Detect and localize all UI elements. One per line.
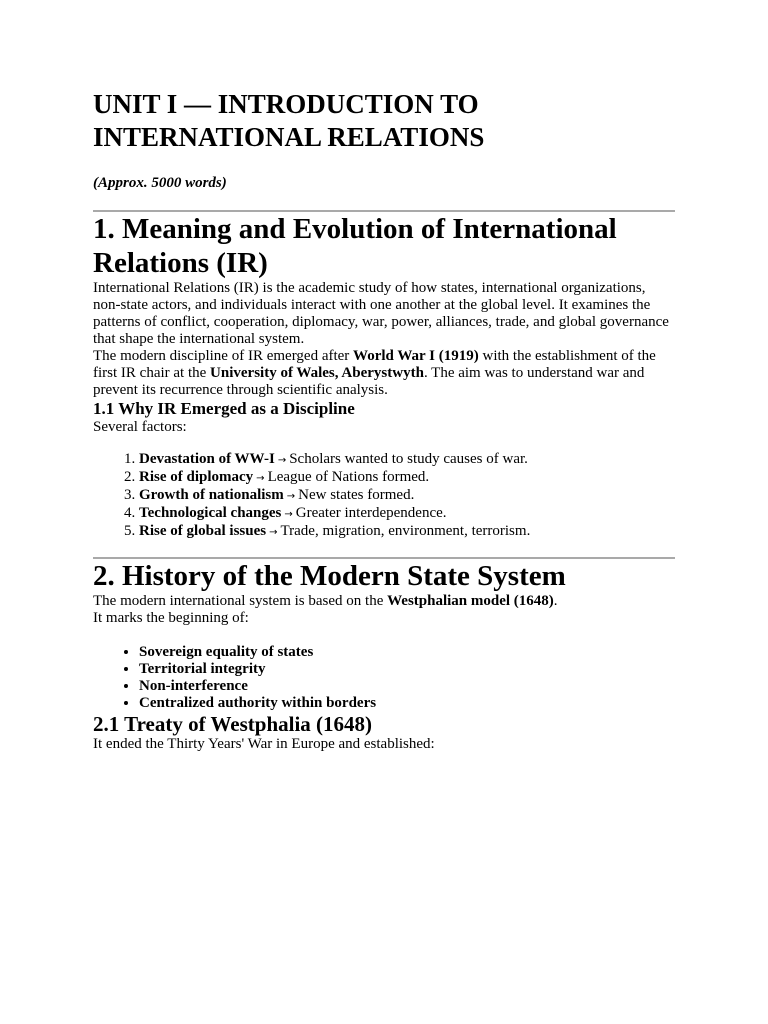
list-item-text: League of Nations formed.: [267, 469, 430, 485]
word-count-note: (Approx. 5000 words): [93, 175, 227, 191]
section-1-paragraph-2: [93, 348, 675, 399]
list-item: [139, 487, 675, 505]
paragraph-text: The modern international system is based on the: [93, 593, 388, 609]
subsection-1-1-heading: 1.1 Why IR Emerged as a Discipline: [93, 399, 355, 418]
list-item: [139, 469, 675, 487]
document-title-line-2: INTERNATIONAL RELATIONS: [93, 122, 485, 152]
paragraph-bold-text: Westphalian model (1648): [387, 593, 554, 609]
document-title: [93, 0, 675, 154]
list-item-bold: Rise of diplomacy: [139, 469, 254, 485]
list-item: • Centralized authority within borders: [139, 695, 675, 712]
subsection-1-1-intro: Several factors:: [93, 419, 187, 435]
paragraph-text: . The aim was to understand war and prevent its recurrence through scientific analysis.: [93, 365, 645, 398]
paragraph-text: It marks the beginning of:: [93, 610, 249, 626]
list-item: • Territorial integrity: [139, 661, 675, 678]
section-1-paragraph-1: International Relations (IR) is the academic study of how states, international organizations, non-state actors, and individuals interact with one another at the global level. It examines the patterns of conflict, cooperation, diplomacy, war, power, alliances, trade, and global governance that shape the international system.: [93, 280, 669, 347]
list-item: [139, 505, 675, 523]
right-arrow-icon: →: [269, 527, 278, 538]
section-1-heading-line-2: Relations (IR): [93, 247, 268, 279]
subsection-2-1-heading: 2.1 Treaty of Westphalia (1648): [93, 712, 373, 736]
paragraph-bold-text: World War I (1919): [353, 348, 479, 364]
paragraph-text: The modern discipline of IR emerged after: [93, 348, 354, 364]
subsection-2-1-intro: It ended the Thirty Years' War in Europe and established:: [93, 736, 435, 752]
list-item-bold: Rise of global issues: [139, 523, 267, 539]
right-arrow-icon: →: [284, 509, 293, 520]
right-arrow-icon: →: [277, 455, 287, 466]
list-item: • Non-interference: [139, 678, 675, 695]
list-item-text: New states formed.: [298, 487, 415, 503]
document-title-line-1: UNIT I — INTRODUCTION TO: [93, 89, 479, 119]
list-item-bold: Technological changes: [139, 505, 282, 521]
list-item-text: Greater interdependence.: [295, 505, 447, 521]
right-arrow-icon: →: [286, 491, 296, 502]
list-item: [139, 451, 675, 469]
list-item-text: Scholars wanted to study causes of war.: [289, 451, 528, 467]
factors-list: [93, 451, 675, 541]
list-item: [139, 523, 675, 541]
list-item: • Sovereign equality of states: [139, 644, 675, 661]
section-1-heading-line-1: 1. Meaning and Evolution of International: [93, 213, 617, 245]
paragraph-text: with the establishment of the first IR chair at the: [93, 348, 656, 381]
list-item-text: Trade, migration, environment, terrorism.: [280, 523, 531, 539]
section-2-paragraph-1: [93, 593, 675, 627]
paragraph-text: .: [553, 593, 558, 609]
section-1-heading: [93, 212, 675, 280]
section-2-heading: 2. History of the Modern State System: [93, 560, 566, 592]
westphalian-principles-list: [93, 644, 675, 712]
list-item-bold: Devastation of WW-I: [139, 451, 275, 467]
right-arrow-icon: →: [256, 473, 265, 484]
list-item-bold: Growth of nationalism: [139, 487, 284, 503]
paragraph-bold-text: University of Wales, Aberystwyth: [210, 365, 424, 381]
